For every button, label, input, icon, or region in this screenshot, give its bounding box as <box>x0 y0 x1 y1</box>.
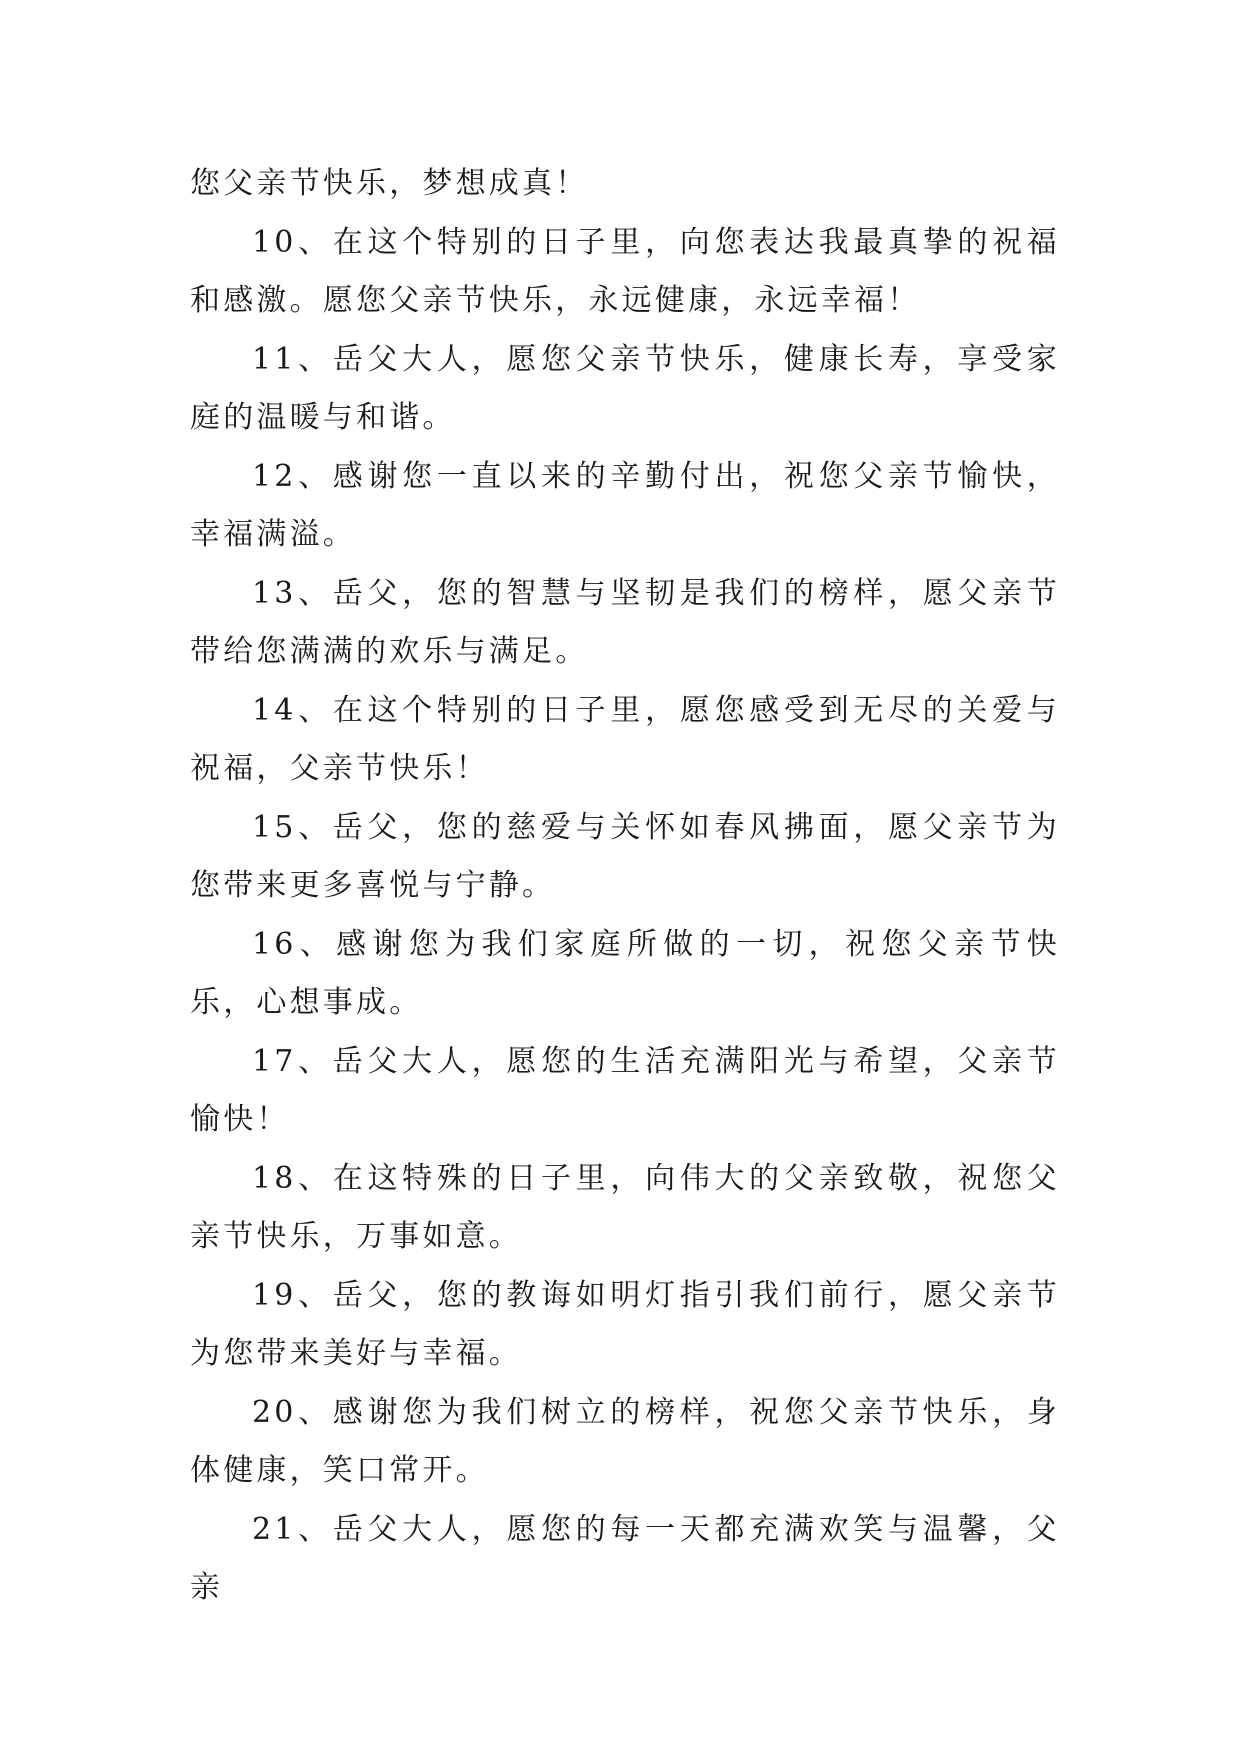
paragraph-item-20: 20、感谢您为我们树立的榜样，祝您父亲节快乐，身体健康，笑口常开。 <box>190 1394 1060 1488</box>
document-body <box>190 155 1060 1618</box>
paragraph-item-10: 10、在这个特别的日子里，向您表达我最真挚的祝福和感激。愿您父亲节快乐，永远健康，永远幸福！ <box>190 224 1060 318</box>
paragraph-item-21: 21、岳父大人，愿您的每一天都充满欢笑与温馨，父亲 <box>190 1511 1060 1605</box>
paragraph-item-15: 15、岳父，您的慈爱与关怀如春风拂面，愿父亲节为您带来更多喜悦与宁静。 <box>190 809 1060 903</box>
paragraph-item-13: 13、岳父，您的智慧与坚韧是我们的榜样，愿父亲节带给您满满的欢乐与满足。 <box>190 575 1060 669</box>
paragraph-item-19: 19、岳父，您的教诲如明灯指引我们前行，愿父亲节为您带来美好与幸福。 <box>190 1277 1060 1371</box>
paragraph-continuation: 您父亲节快乐，梦想成真！ <box>190 166 589 201</box>
paragraph-item-14: 14、在这个特别的日子里，愿您感受到无尽的关爱与祝福，父亲节快乐！ <box>190 692 1060 786</box>
paragraph-item-18: 18、在这特殊的日子里，向伟大的父亲致敬，祝您父亲节快乐，万事如意。 <box>190 1160 1060 1254</box>
paragraph-item-17: 17、岳父大人，愿您的生活充满阳光与希望，父亲节愉快！ <box>190 1043 1060 1137</box>
paragraph-item-11: 11、岳父大人，愿您父亲节快乐，健康长寿，享受家庭的温暖与和谐。 <box>190 341 1060 435</box>
paragraph-item-16: 16、感谢您为我们家庭所做的一切，祝您父亲节快乐，心想事成。 <box>190 926 1060 1020</box>
paragraph-item-12: 12、感谢您一直以来的辛勤付出，祝您父亲节愉快，幸福满溢。 <box>190 458 1060 552</box>
